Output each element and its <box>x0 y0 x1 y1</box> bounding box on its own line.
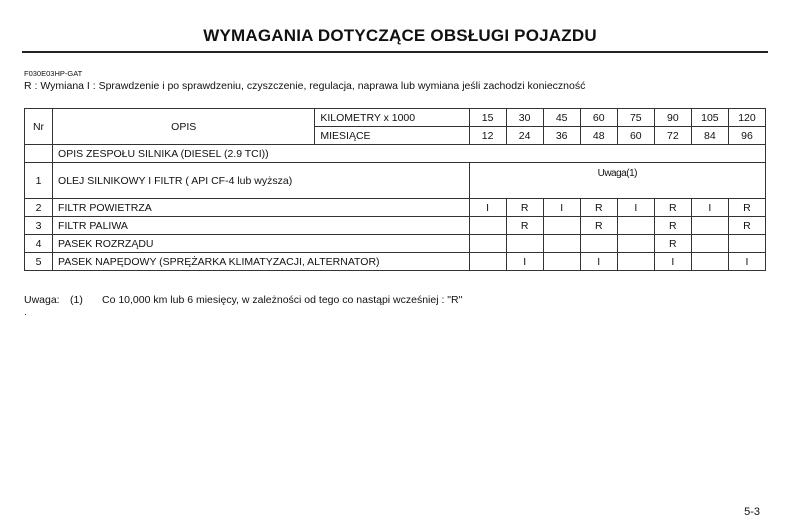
schedule-cell: R <box>506 217 543 235</box>
months-value: 72 <box>654 127 691 145</box>
km-value: 105 <box>691 109 728 127</box>
km-value: 45 <box>543 109 580 127</box>
schedule-cell <box>617 235 654 253</box>
months-value: 84 <box>691 127 728 145</box>
schedule-cell <box>580 235 617 253</box>
header-row-km <box>25 109 766 127</box>
row-note: Uwaga(1) <box>469 163 765 199</box>
schedule-cell: I <box>654 253 691 271</box>
schedule-cell <box>543 235 580 253</box>
schedule-cell: I <box>580 253 617 271</box>
schedule-cell: I <box>469 199 506 217</box>
opis-header: OPIS <box>53 109 315 145</box>
schedule-cell <box>506 235 543 253</box>
title-rule <box>22 51 768 53</box>
footnote <box>24 294 462 306</box>
row-desc: PASEK ROZRZĄDU <box>53 235 470 253</box>
schedule-cell: R <box>654 235 691 253</box>
stray-dot: · <box>24 309 27 319</box>
row-desc: PASEK NAPĘDOWY (SPRĘŻARKA KLIMATYZACJI, ALTERNATOR) <box>53 253 470 271</box>
months-value: 60 <box>617 127 654 145</box>
schedule-cell <box>543 217 580 235</box>
schedule-cell <box>691 235 728 253</box>
schedule-cell: R <box>728 217 765 235</box>
row-nr: 2 <box>25 199 53 217</box>
schedule-cell <box>469 217 506 235</box>
schedule-cell: R <box>580 199 617 217</box>
footnote-number: (1) <box>70 294 83 306</box>
table-row <box>25 235 766 253</box>
months-value: 12 <box>469 127 506 145</box>
km-value: 75 <box>617 109 654 127</box>
schedule-cell <box>469 235 506 253</box>
months-value: 48 <box>580 127 617 145</box>
table-row <box>25 217 766 235</box>
km-value: 30 <box>506 109 543 127</box>
schedule-cell: I <box>543 199 580 217</box>
months-value: 36 <box>543 127 580 145</box>
footnote-label: Uwaga: <box>24 294 60 306</box>
document-code: F030E03HP-GAT <box>24 69 83 78</box>
section-row <box>25 145 766 163</box>
row-desc: FILTR POWIETRZA <box>53 199 470 217</box>
schedule-cell <box>728 235 765 253</box>
schedule-cell: R <box>654 199 691 217</box>
schedule-cell: R <box>506 199 543 217</box>
row-nr: 5 <box>25 253 53 271</box>
schedule-cell: R <box>580 217 617 235</box>
footnote-text: Co 10,000 km lub 6 miesięcy, w zależności od tego co nastąpi wcześniej : "R" <box>102 294 463 306</box>
schedule-cell <box>617 217 654 235</box>
legend-text: R : Wymiana I : Sprawdzenie i po sprawdzeniu, czyszczenie, regulacja, naprawa lub wymiana jeśli zachodzi konieczność <box>24 80 586 92</box>
schedule-cell: R <box>654 217 691 235</box>
schedule-cell <box>691 217 728 235</box>
maintenance-schedule-table <box>24 108 766 271</box>
months-value: 96 <box>728 127 765 145</box>
schedule-cell: I <box>691 199 728 217</box>
table-row <box>25 253 766 271</box>
schedule-cell: I <box>728 253 765 271</box>
schedule-cell <box>617 253 654 271</box>
row-desc: OLEJ SILNIKOWY I FILTR ( API CF-4 lub wyższa) <box>53 163 470 199</box>
km-value: 90 <box>654 109 691 127</box>
schedule-cell: R <box>728 199 765 217</box>
schedule-cell: I <box>617 199 654 217</box>
row-desc: FILTR PALIWA <box>53 217 470 235</box>
schedule-cell <box>691 253 728 271</box>
schedule-cell <box>543 253 580 271</box>
schedule-cell <box>469 253 506 271</box>
row-nr: 4 <box>25 235 53 253</box>
km-value: 120 <box>728 109 765 127</box>
page-number: 5-3 <box>744 506 760 518</box>
row-nr: 1 <box>25 163 53 199</box>
km-value: 60 <box>580 109 617 127</box>
section-title: OPIS ZESPOŁU SILNIKA (DIESEL (2.9 TCI)) <box>53 145 766 163</box>
row-nr: 3 <box>25 217 53 235</box>
nr-header: Nr <box>25 109 53 145</box>
table-row <box>25 163 766 199</box>
months-label: MIESIĄCE <box>315 127 469 145</box>
section-nr-cell <box>25 145 53 163</box>
table-row <box>25 199 766 217</box>
km-label: KILOMETRY x 1000 <box>315 109 469 127</box>
months-value: 24 <box>506 127 543 145</box>
km-value: 15 <box>469 109 506 127</box>
page-title: WYMAGANIA DOTYCZĄCE OBSŁUGI POJAZDU <box>203 26 597 45</box>
schedule-cell: I <box>506 253 543 271</box>
